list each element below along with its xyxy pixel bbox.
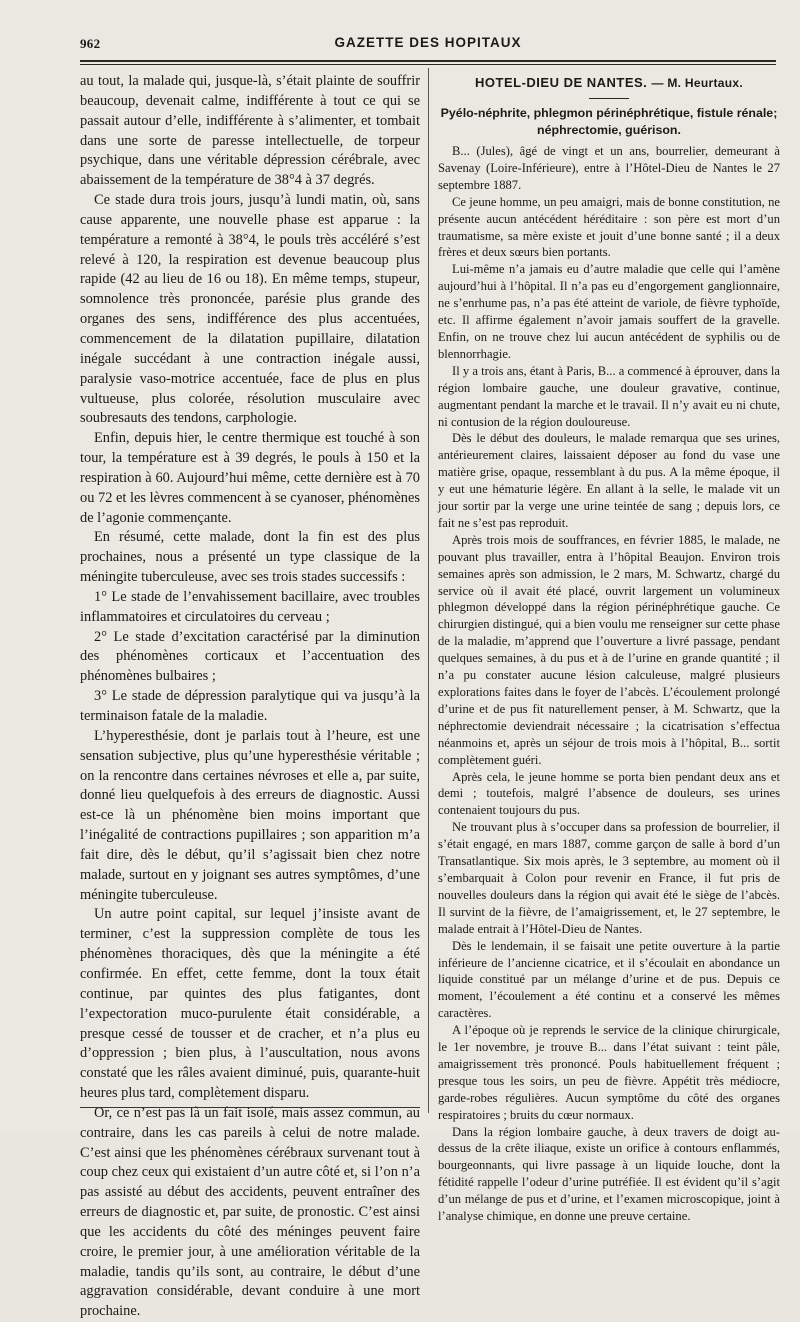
- right-paragraph: Ne trouvant plus à s’occuper dans sa profession de bourrelier, il s’était engagé, en mars 1887, comme garçon de salle à bord d’un Transatlantique. Six mois après, le 3 septembre, au moment où il s’embarquait à Colon pour revenir en France, il fut pris de nouvelles douleurs dans la région qui avait été le siège de l’abcès. Il survint de la fièvre, de l’amaigrissement, et, le 27 septembre, le malade entrait à l’Hôtel-Dieu de Nantes.: [438, 820, 780, 936]
- right-paragraph: Dès le début des douleurs, le malade remarqua que ses urines, antérieurement claires, laissaient déposer au fond du vase une matière grise, opaque, ressemblant à du pus. A la même époque, il y eut une hématurie légère. En allant à la selle, le malade vit un jour sortir par la verge une urine teintée de sang ; depuis lors, ce fait ne s’est pas reproduit.: [438, 431, 780, 530]
- header-rule-thin: [80, 64, 776, 65]
- right-paragraph: Après trois mois de souffrances, en février 1885, le malade, ne pouvant plus travailler, entra à l’hôpital Beaujon. Environ trois semaines après son admission, le 2 mars, M. Schwartz, chargé du service où il avait été placé, ouvrit largement un volumineux phlegmon développé dans la région périnéphrétique gauche. Ce chirurgien distingué, qui a bien voulu me renseigner sur cette phase de la maladie, m’apprend que l’ouverture a livré passage, pendant quelques semaines, à du pus et à de l’urine en grande quantité ; il n’a pu constater aucune lésion calculeuse, malgré plusieurs explorations faites dans le foyer de l’abcès. L’écoulement prolongé d’urine et de pus fit naturellement penser, à M. Schwartz, que la néphrectomie deviendrait nécessaire ; la cicatrisation s’effectua néanmoins et, après un séjour de trois mois à l’hôpital, B... sortit complètement guéri.: [438, 532, 780, 767]
- left-paragraph: L’hyperesthésie, dont je parlais tout à l’heure, est une sensation subjective, plus qu’une hyperesthésie véritable ; on la rencontre dans certaines névroses et elle a, par suite, donné lieu quelquefois à des erreurs de diagnostic. Aussi est-ce là un phénomène bien moins important que l’inégalité de contractions pupillaires ; son apparition m’a fait dire, dès le début, qu’il s’agissait bien chez notre malade, surtout en y joignant ses autres symptômes, d’une méningite tuberculeuse.: [80, 727, 420, 903]
- journal-title: GAZETTE DES HOPITAUX: [334, 35, 522, 50]
- left-paragraph: 2° Le stade d’excitation caractérisé par la diminution des phénomènes corticaux et l’accentuation des phénomènes bulbaires ;: [80, 628, 420, 685]
- right-paragraph: Il y a trois ans, étant à Paris, B... a commencé à éprouver, dans la région lombaire gauche, une douleur gravative, continue, augmentant pendant la marche et le travail. Il n’y avait eu ni chute, ni contusion de la région douloureuse.: [438, 363, 780, 429]
- right-paragraph: Après cela, le jeune homme se porta bien pendant deux ans et demi ; toutefois, malgré l’absence de douleurs, ses urines contenaient toujours du pus.: [438, 769, 780, 818]
- left-paragraph: 1° Le stade de l’envahissement bacillaire, avec troubles inflammatoires et circulatoires du cerveau ;: [80, 588, 420, 625]
- right-paragraph: Lui-même n’a jamais eu d’autre maladie que celle qui l’amène aujourd’hui à l’hôpital. Il n’a pas eu d’engorgement ganglionnaire, ne s’enrhume pas, n’a pas été atteint de variole, de fièvre typhoïde, etc. Il affirme également n’avoir jamais souffert de la gravelle. Enfin, on ne trouve chez lui aucun antécédent de syphilis ou de blennorrhagie.: [438, 262, 780, 361]
- case-title: Pyélo-néphrite, phlegmon périnéphrétique, fistule rénale; néphrectomie, guérison.: [440, 106, 778, 137]
- left-paragraph: 3° Le stade de dépression paralytique qui va jusqu’à la terminaison fatale de la maladie.: [80, 688, 420, 724]
- left-paragraph: Enfin, depuis hier, le centre thermique est touché à son tour, la température est à 39 degrés, le pouls à 150 et la respiration à 60. Aujourd’hui même, cette dernière est à 70 ou 72 et les lèvres commencent à se cyanoser, phénomènes de l’agonie commençante.: [80, 430, 420, 526]
- section-title-text: HOTEL-DIEU DE NANTES.: [475, 75, 648, 90]
- column-divider: [428, 68, 429, 1113]
- left-paragraph: Un autre point capital, sur lequel j’insiste avant de terminer, c’est la suppression complète de tous les phénomènes thoraciques, dès que la méningite a été confirmée. En effet, cette femme, dont la toux était continue, par quintes des plus fatigantes, dont l’expectoration muco-purulente était considérable, a presque cessé de tousser et de cracher, et n’a plus eu d’oppression ; bien plus, à l’auscultation, nous avons constaté que les râles avaient diminué, puis, quarante-huit heures plus tard, complètement disparu.: [80, 906, 420, 1102]
- right-paragraph: B... (Jules), âgé de vingt et un ans, bourrelier, demeurant à Savenay (Loire-Inférieure), entre à l’Hôtel-Dieu de Nantes le 27 septembre 1887.: [438, 144, 780, 192]
- right-paragraph: Dès le lendemain, il se faisait une petite ouverture à la partie inférieure de l’ancienne cicatrice, et il s’écoulait en abondance un liquide constitué par un mélange d’urine et de pus. Depuis ce moment, l’écoulement a été continu et a conservé les mêmes caractères.: [438, 938, 780, 1021]
- right-paragraph: A l’époque où je reprends le service de la clinique chirurgicale, le 1er novembre, je trouve B... dans l’état suivant : teint pâle, amaigrissement très prononcé. Pouls habituellement fréquent ; presque tous les soirs, un peu de fièvre. Appétit très médiocre, garde-robes régulières. Aucun symptôme du côté des organes respiratoires ; bruits du cœur normaux.: [438, 1023, 780, 1122]
- right-column: [438, 72, 780, 1225]
- footer-rule: [80, 1107, 420, 1108]
- page-header: [80, 34, 776, 56]
- section-title: [438, 74, 780, 92]
- right-paragraph: Dans la région lombaire gauche, à deux travers de doigt au-dessus de la crête iliaque, existe un orifice à contours enflammés, bourgeonnants, qui livre passage à un liquide louche, dont la fétidité rappelle l’odeur d’urine putréfiée. Il est évident qu’il s’agit d’un mélange de pus et d’urine, et l’examen microscopique, joint à l’analyse chimique, en donne une preuve certaine.: [438, 1124, 780, 1224]
- right-paragraph: Ce jeune homme, un peu amaigri, mais de bonne constitution, ne présente aucun antécédent héréditaire : son père est mort d’un traumatisme, sa mère existe et jouit d’une bonne santé ; il a deux frères et deux sœurs bien portants.: [438, 194, 780, 260]
- section-author: — M. Heurtaux.: [651, 76, 743, 90]
- left-paragraph: Or, ce n’est pas là un fait isolé, mais assez commun, au contraire, dans les cas pareils à celui de notre malade. C’est ainsi que les phénomènes cérébraux survenant tout à coup chez ceux qui existaient d’un autre côté et, si l’on n’a pas assisté au début des accidents, peuvent entraîner des erreurs de diagnostic et, par suite, de pronostic. C’est ainsi que les accidents du côté des méninges peuvent faire croire, le premier jour, à une amélioration véritable de la maladie, tandis qu’ils sont, au contraire, le début d’une aggravation considérable, devant conduire à une mort prochaine.: [80, 1104, 420, 1320]
- page-number: 962: [80, 36, 101, 51]
- header-rule-thick: [80, 60, 776, 62]
- left-paragraph: au tout, la malade qui, jusque-là, s’était plainte de souffrir beaucoup, devenait calme, indifférente à tout ce qui se passait autour d’elle, indifférente à s’alimenter, et tombait dans une sorte de paresse intellectuelle, de torpeur psychique, dans une véritable dépression cérébrale, avec abaissement de la température de 38°4 à 37 degrés.: [80, 73, 420, 189]
- left-paragraph: En résumé, cette malade, dont la fin est des plus prochaines, nous a présenté un type classique de la méningite tuberculeuse, avec ses trois stades successifs :: [80, 529, 420, 586]
- section-rule: [589, 98, 629, 99]
- left-column: [80, 72, 420, 1322]
- left-paragraph: Ce stade dura trois jours, jusqu’à lundi matin, où, sans cause apparente, une nouvelle phase est apparue : la température a remonté à 38°4, le pouls très accéléré s’est relevé à 120, la respiration est devenue beaucoup plus rapide (42 au lieu de 16 ou 18). En même temps, stupeur, somnolence très prononcée, parésie plus grande des organes des sens, indifférence des plus accentuées, commencement de la dilatation pupillaire, dilatation inégale succédant à une contraction inégale aussi, paralysie vaso-motrice accentuée, face de plus en plus vultueuse, plus colorée, résolution musculaire avec soubresauts des tendons, carphologie.: [80, 192, 420, 427]
